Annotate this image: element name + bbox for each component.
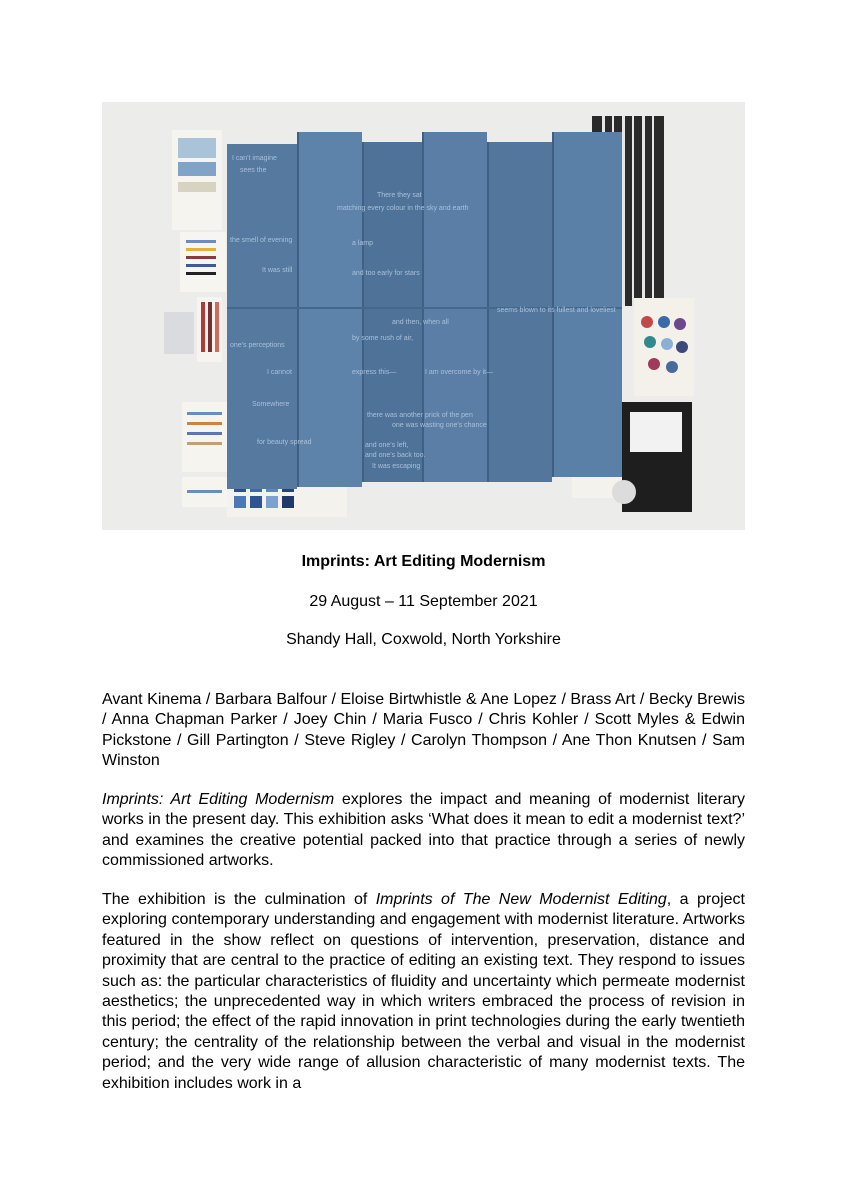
exhibition-venue: Shandy Hall, Coxwold, North Yorkshire (286, 631, 561, 648)
image-phrase: It was still (262, 267, 293, 274)
paragraph-italic-title: Imprints: Art Editing Modernism (102, 791, 335, 808)
paragraph-text-rest: , a project exploring contemporary understanding and engagement with modernist literature. Artworks featured in the show reflect on questions of intervention, preservation, distance and proximity that are central to the practice of editing an existing text. They respond to issues such as: the particular characteristics of fluidity and uncertainty which permeate modernist aesthetics; the unprecedented way in which writers embraced the process of revision in this period; the effect of the rapid innovation in print technologies during the early twentieth century; the centrality of the relationship between the verbal and visual in the modernist period; and the very wide range of allusion characteristic of many modernist texts. The exhibition includes work in a (102, 891, 745, 1092)
paragraph-text-lead: The exhibition is the culmination of (102, 891, 376, 908)
description-paragraph (102, 890, 745, 1094)
image-phrase: and one's back too. (365, 452, 426, 459)
image-phrase: and then, when all (392, 319, 449, 326)
exhibition-photo (102, 102, 745, 530)
image-phrase: Somewhere (252, 401, 290, 408)
image-phrase: a lamp (352, 240, 374, 247)
image-phrase: one's perceptions (230, 342, 285, 349)
image-phrase: There they sat (377, 192, 422, 199)
image-phrase: for beauty spread (257, 439, 312, 446)
paragraph-text: explores the impact and meaning of modernist literary works in the present day. This exhibition asks ‘What does it mean to edit a modernist text?’ and examines the creative potential packed into that practice through a series of newly commissioned artworks. (102, 791, 746, 870)
image-phrase: seems blown to its fullest and loveliest (497, 307, 616, 314)
image-phrase: by some rush of air, (352, 335, 414, 342)
image-phrase: matching every colour in the sky and earth (337, 205, 469, 212)
image-phrase: and too early for stars (352, 270, 420, 277)
folded-blue-paper-artwork (102, 102, 745, 530)
paragraph-italic-project: Imprints of The New Modernist Editing (375, 891, 667, 908)
artists-list: Avant Kinema / Barbara Balfour / Eloise Birtwhistle & Ane Lopez / Brass Art / Becky Brewis / Anna Chapman Parker / Joey Chin / Maria Fusco / Chris Kohler / Scott Myles & Edwin Pickstone / Gill Partington / Steve Rigley / Carolyn Thompson / Ane Thon Knutsen / Sam Winston (102, 691, 745, 770)
image-phrase: the smell of evening (230, 237, 293, 244)
exhibition-dates: 29 August – 11 September 2021 (309, 593, 538, 610)
exhibition-title: Imprints: Art Editing Modernism (301, 553, 546, 570)
image-phrase: I cannot (267, 369, 292, 376)
intro-paragraph (102, 790, 745, 872)
image-phrase: one was wasting one's chance (392, 422, 487, 429)
image-phrase: express this— (352, 369, 397, 376)
image-phrase: I can't imagine (232, 155, 277, 162)
image-phrase: there was another prick of the pen (367, 412, 473, 419)
image-phrase: sees the (240, 167, 267, 174)
image-phrase: and one's left, (365, 442, 409, 449)
image-phrase: I am overcome by it— (425, 369, 494, 376)
image-phrase: It was escaping (372, 463, 421, 470)
